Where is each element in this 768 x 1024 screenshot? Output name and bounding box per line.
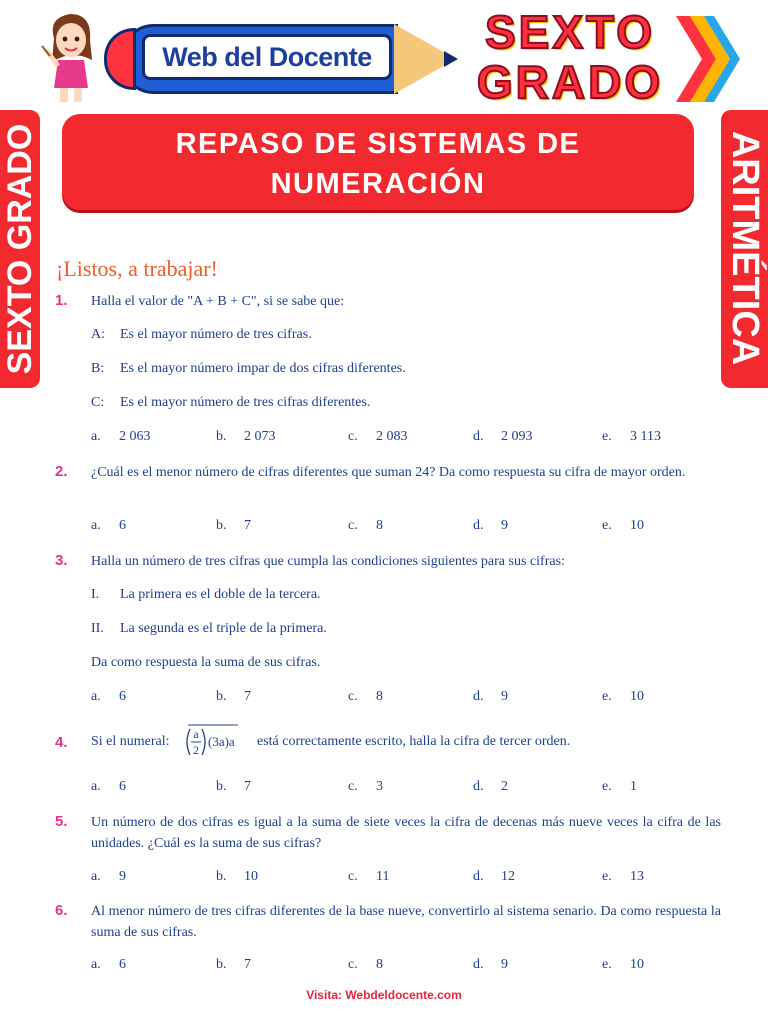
- question-text: Halla el valor de "A + B + C", si se sabe que:: [91, 294, 345, 309]
- pencil-eraser: [104, 28, 136, 90]
- option-letter: d.: [473, 689, 484, 704]
- brand-name: Web del Docente: [142, 34, 392, 80]
- page-title: [62, 124, 694, 204]
- option-value: 9: [501, 689, 508, 704]
- option-value: 2 093: [501, 429, 533, 444]
- side-tab-subject-label: ARITMÉTICA: [724, 130, 766, 366]
- title-banner: [62, 114, 694, 210]
- question-number: 1.: [55, 292, 68, 309]
- option-letter: a.: [91, 869, 101, 884]
- footer-link[interactable]: Visita: Webdeldocente.com: [306, 988, 462, 1002]
- condition-tag: B:: [91, 361, 105, 376]
- condition-text: Es el mayor número de tres cifras diferentes.: [120, 395, 371, 410]
- answer-options: [91, 869, 711, 889]
- option-letter: e.: [602, 869, 612, 884]
- option-letter: d.: [473, 518, 484, 533]
- option-value: 2 063: [119, 429, 151, 444]
- page-header: [0, 0, 768, 112]
- numeral-top: a: [193, 727, 199, 741]
- option-letter: d.: [473, 869, 484, 884]
- option-value: 8: [376, 689, 383, 704]
- question-text: Halla un número de tres cifras que cumpla las condiciones siguientes para sus cifras:: [91, 554, 565, 569]
- question-text-before: Si el numeral:: [91, 734, 170, 749]
- option-letter: b.: [216, 957, 227, 972]
- condition-text: Es el mayor número de tres cifras.: [120, 327, 312, 342]
- option-value: 10: [630, 689, 644, 704]
- page-title-line2: NUMERACIÓN: [270, 168, 486, 200]
- option-letter: a.: [91, 957, 101, 972]
- option-letter: a.: [91, 429, 101, 444]
- option-letter: b.: [216, 518, 227, 533]
- condition-text: Es el mayor número impar de dos cifras diferentes.: [120, 361, 406, 376]
- question-note: Da como respuesta la suma de sus cifras.: [91, 655, 321, 670]
- condition-text: La segunda es el triple de la primera.: [120, 621, 327, 636]
- answer-options: [91, 689, 711, 709]
- condition-tag: I.: [91, 587, 100, 602]
- option-letter: c.: [348, 689, 358, 704]
- option-letter: e.: [602, 429, 612, 444]
- option-value: 7: [244, 957, 251, 972]
- option-value: 10: [630, 957, 644, 972]
- option-letter: e.: [602, 779, 612, 794]
- option-letter: c.: [348, 957, 358, 972]
- section-lead: ¡Listos, a trabajar!: [56, 256, 218, 281]
- side-tab-subject: [721, 110, 768, 388]
- option-letter: d.: [473, 429, 484, 444]
- teacher-mascot-icon: [40, 10, 102, 106]
- question-number: 4.: [55, 734, 68, 751]
- answer-options: [91, 518, 711, 538]
- option-value: 12: [501, 869, 515, 884]
- option-value: 11: [376, 869, 390, 884]
- answer-options: [91, 779, 711, 799]
- option-letter: e.: [602, 689, 612, 704]
- option-value: 2 083: [376, 429, 408, 444]
- option-value: 8: [376, 957, 383, 972]
- numeral-bottom: 2: [193, 743, 199, 757]
- option-letter: c.: [348, 869, 358, 884]
- option-letter: d.: [473, 779, 484, 794]
- option-letter: a.: [91, 689, 101, 704]
- option-value: 7: [244, 689, 251, 704]
- option-value: 6: [119, 518, 126, 533]
- option-value: 9: [501, 518, 508, 533]
- answer-options: [91, 429, 711, 449]
- option-value: 2: [501, 779, 508, 794]
- condition-tag: A:: [91, 327, 105, 342]
- option-value: 13: [630, 869, 644, 884]
- option-value: 6: [119, 779, 126, 794]
- question-text-after: está correctamente escrito, halla la cifra de tercer orden.: [257, 734, 571, 749]
- brand-pencil-logo[interactable]: [104, 20, 464, 102]
- option-letter: b.: [216, 689, 227, 704]
- condition-tag: II.: [91, 621, 104, 636]
- grade-badge-line2: GRADO: [476, 56, 664, 108]
- question-text: Un número de dos cifras es igual a la suma de siete veces la cifra de decenas más nueve veces la cifra de las unidades. ¿Cuál es la suma de sus cifras?: [91, 815, 721, 851]
- numeral-rest: (3a)a: [208, 734, 235, 749]
- question-number: 2.: [55, 463, 68, 480]
- option-letter: b.: [216, 869, 227, 884]
- option-letter: b.: [216, 429, 227, 444]
- question-number: 3.: [55, 552, 68, 569]
- condition-text: La primera es el doble de la tercera.: [120, 587, 321, 602]
- option-value: 8: [376, 518, 383, 533]
- option-letter: c.: [348, 429, 358, 444]
- side-tab-grade: [0, 110, 40, 388]
- option-value: 10: [630, 518, 644, 533]
- grade-badge-line1: SEXTO: [484, 6, 656, 58]
- side-tab-grade-label: SEXTO GRADO: [1, 123, 39, 375]
- option-letter: d.: [473, 957, 484, 972]
- question-number: 5.: [55, 813, 68, 830]
- option-letter: b.: [216, 779, 227, 794]
- option-letter: c.: [348, 779, 358, 794]
- option-value: 6: [119, 689, 126, 704]
- grade-badge: [472, 8, 668, 112]
- question-text: Al menor número de tres cifras diferentes de la base nueve, convertirlo al sistema senario. Da como respuesta la suma de sus cifras.: [91, 904, 721, 940]
- numeral-expression: [184, 724, 250, 758]
- option-value: 3 113: [630, 429, 661, 444]
- pencil-lead: [444, 51, 458, 67]
- condition-tag: C:: [91, 395, 105, 410]
- chevron-right-icon: [672, 12, 742, 106]
- page-title-line1: REPASO DE SISTEMAS DE: [175, 128, 581, 160]
- option-value: 6: [119, 957, 126, 972]
- option-value: 9: [119, 869, 126, 884]
- option-value: 10: [244, 869, 258, 884]
- option-letter: a.: [91, 779, 101, 794]
- option-value: 2 073: [244, 429, 276, 444]
- answer-options: [91, 957, 711, 977]
- option-value: 3: [376, 779, 383, 794]
- option-value: 9: [501, 957, 508, 972]
- option-letter: c.: [348, 518, 358, 533]
- option-letter: a.: [91, 518, 101, 533]
- option-letter: e.: [602, 957, 612, 972]
- question-text: ¿Cuál es el menor número de cifras diferentes que suman 24? Da como respuesta su cifra de mayor orden.: [91, 465, 686, 480]
- question-number: 6.: [55, 902, 68, 919]
- option-value: 7: [244, 518, 251, 533]
- option-value: 1: [630, 779, 637, 794]
- option-letter: e.: [602, 518, 612, 533]
- option-value: 7: [244, 779, 251, 794]
